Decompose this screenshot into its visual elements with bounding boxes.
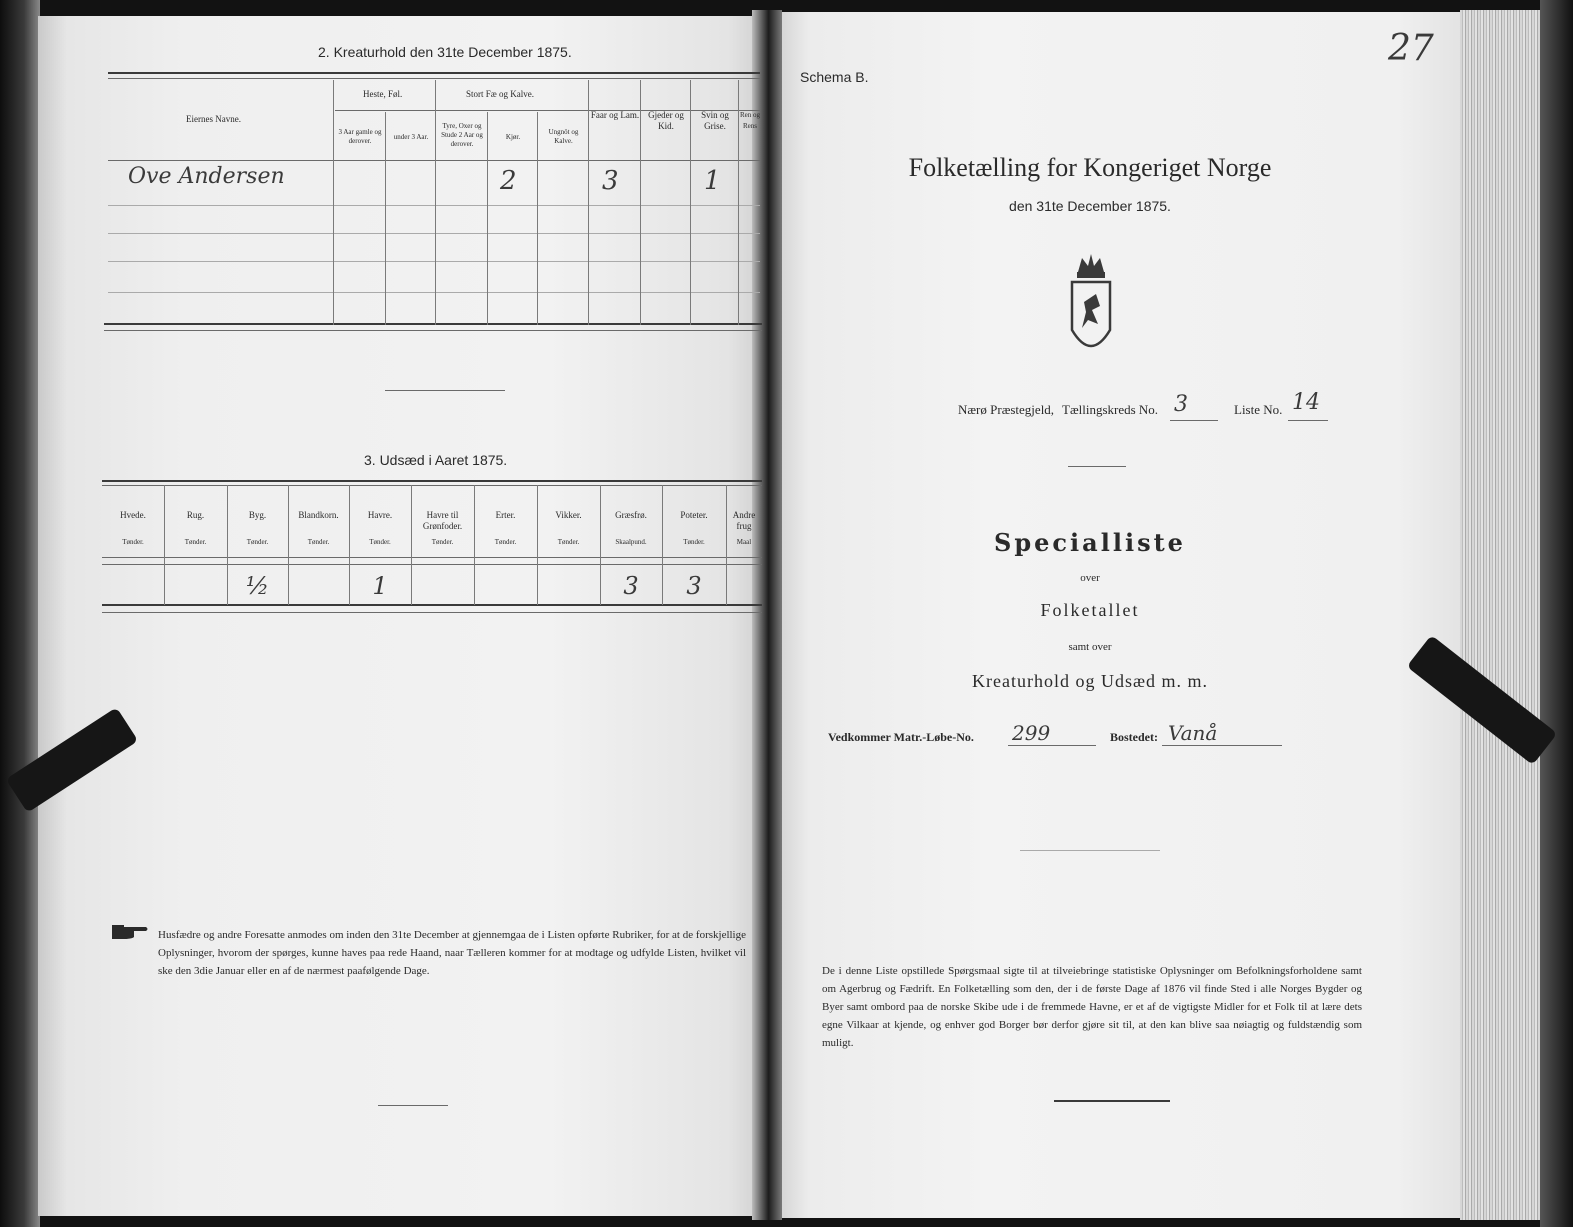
seed-value: 3 (686, 572, 702, 600)
seed-header: Vikker. (555, 510, 582, 520)
schema-label: Schema B. (800, 69, 869, 85)
seed-unit: Tønder. (683, 538, 705, 546)
goats-header: Gjeder og Kid. (648, 110, 684, 131)
seed-value: 3 (623, 572, 639, 600)
seed-unit: Tønder. (494, 538, 517, 546)
census-title: Folketælling for Kongeriget Norge (908, 153, 1272, 182)
specialliste-heading: Specialliste (994, 528, 1186, 557)
list-value: 14 (1292, 390, 1320, 415)
bosted-label: Bostedet: (1110, 730, 1158, 744)
census-footer-text: De i denne Liste opstillede Spørgsmaal sigte til at tilveiebringe statistiske Oplysninger om Befolkningsforholdene samt om Agerbrug og Fædrift. En Folketælling som den, der i de første Dage af 1876 vil finde Sted i alle Norges Bygder og Byer samt ombord paa de norske Skibe ude i de fremmede Havne, er et af de vigtigste Midler for et Folk til at lære dets egne Vilkaar at kjende, og enhver god Borger bør derfor gjøre sit til, at den kan blive saa nøiagtig og fuldstændig som muligt. (822, 965, 1362, 1049)
folketallet-text: Folketallet (1040, 600, 1140, 620)
seed-unit: Tønder. (557, 538, 580, 546)
seed-header: Byg. (248, 510, 267, 520)
divider (378, 1105, 448, 1106)
over-text: over (1080, 572, 1100, 584)
seed-header: Havre til Grønfoder. (422, 510, 463, 531)
divider (1020, 850, 1160, 851)
list-label: Liste No. (1234, 402, 1283, 417)
seed-header: Græsfrø. (615, 510, 647, 520)
instructions-notice: Husfædre og andre Foresatte anmodes om inden den 31te December at gjennemgaa de i Listen opførte Rubriker, for at de forskjellige Oplysninger, hvorom der spørges, kunne haves paa rede Haand, naar Tælleren kommer for at modtage og udfylde Listen, hvilket vil ske den 3die Januar eller en af de nærmest paafølgende Dage. (158, 929, 746, 977)
seed-unit: Tønder. (369, 538, 391, 546)
horses-over3-header: 3 Aar gamle og derover. (338, 128, 382, 145)
seed-header: Andre frug (732, 510, 756, 531)
pigs-header: Svin og Grise. (701, 110, 729, 131)
seed-header: Havre. (367, 510, 393, 520)
horses-header: Heste, Føl. (363, 89, 403, 99)
divider (1054, 1100, 1170, 1102)
section2-title: 2. Kreaturhold den 31te December 1875. (318, 44, 572, 60)
seed-unit: Tønder. (431, 538, 454, 546)
seed-unit: Tønder. (184, 538, 207, 546)
pigs-count: 1 (704, 166, 721, 196)
book-gutter (752, 10, 782, 1220)
seed-header: Rug. (186, 510, 205, 520)
district-value: 3 (1174, 392, 1188, 417)
bulls-header: Tyre, Oxer og Stude 2 Aar og derover. (441, 122, 483, 148)
sheep-count: 3 (602, 166, 619, 196)
sheep-header: Faar og Lam. (590, 110, 640, 120)
book-edge-right (1540, 0, 1573, 1227)
reindeer-header: Ren og Rens (739, 111, 761, 130)
section3-title: 3. Udsæd i Aaret 1875. (364, 452, 508, 468)
calves-header: Ungnöt og Kalve. (548, 128, 579, 145)
divider (385, 390, 505, 391)
matr-value: 299 (1012, 721, 1051, 745)
census-date: den 31te December 1875. (1009, 198, 1171, 214)
matr-label: Vedkommer Matr.-Løbe-No. (828, 730, 974, 744)
cows-count: 2 (500, 166, 517, 196)
cattle-header: Stort Fæ og Kalve. (466, 89, 535, 99)
pointing-hand-icon (112, 922, 150, 942)
seed-unit: Tønder. (122, 538, 144, 546)
cows-header: Kjør. (505, 133, 521, 141)
left-page (38, 16, 764, 1216)
seed-unit: Maal (736, 538, 752, 546)
samt-over-text: samt over (1068, 641, 1112, 653)
owner-name: Ove Andersen (128, 164, 285, 189)
seed-value: ½ (245, 572, 270, 600)
seed-header: Blandkorn. (298, 510, 339, 520)
bosted-value: Vanå (1168, 721, 1218, 745)
seed-unit: Tønder. (307, 538, 330, 546)
seed-value: 1 (372, 572, 388, 600)
page-number: 27 (1388, 28, 1434, 69)
coat-of-arms-icon (1060, 250, 1122, 370)
divider (1068, 466, 1126, 467)
seed-unit: Skaalpund. (615, 538, 647, 546)
page-stack-edge (1460, 10, 1545, 1220)
seed-header: Hvede. (120, 510, 146, 520)
owner-column-header: Eiernes Navne. (186, 114, 241, 124)
seed-unit: Tønder. (246, 538, 269, 546)
seed-header: Erter. (495, 510, 516, 520)
seed-header: Poteter. (680, 510, 708, 520)
district-label: Tællingskreds No. (1062, 402, 1159, 417)
book-edge-left (0, 0, 40, 1227)
kreaturhold-text: Kreaturhold og Udsæd m. m. (972, 671, 1208, 691)
horses-under3-header: under 3 Aar. (393, 133, 429, 141)
parish-label: Nærø Præstegjeld, (958, 402, 1055, 417)
